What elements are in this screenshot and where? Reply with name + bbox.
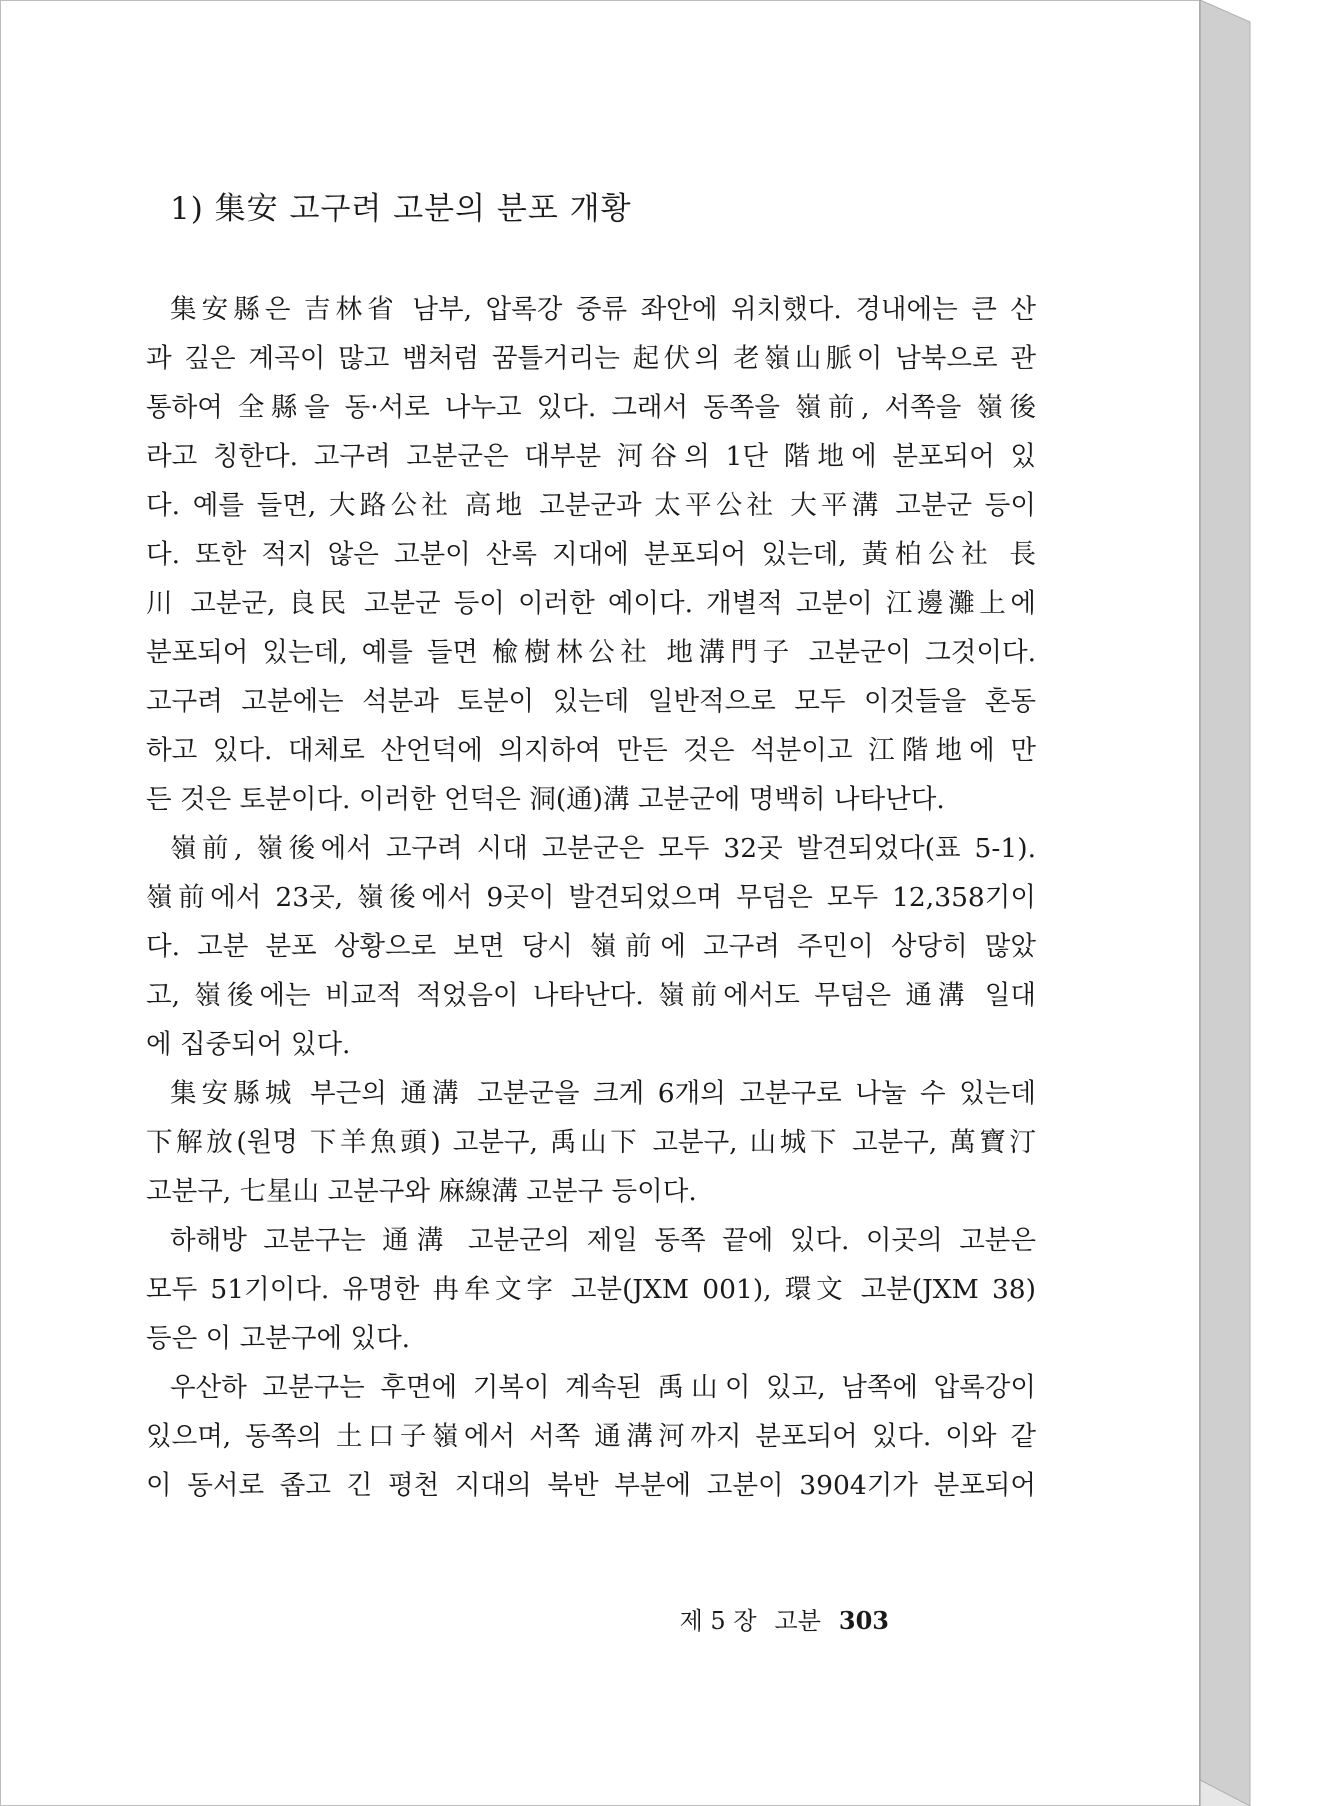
text-line: 있으며, 동쪽의 土口子嶺에서 서쪽 通溝河까지 분포되어 있다. 이와 같 xyxy=(146,1421,1036,1452)
text-line: 川 고분군, 良民 고분군 등이 이러한 예이다. 개별적 고분이 江邊灘上에 xyxy=(146,588,1036,619)
page-footer xyxy=(680,1604,889,1638)
text-line: 모두 51기이다. 유명한 冉牟文字 고분(JXM 001), 環文 고분(JXM 38) xyxy=(146,1274,1036,1305)
body-text xyxy=(146,187,1036,1510)
text-line: 분포되어 있는데, 예를 들면 楡樹林公社 地溝門子 고분군이 그것이다. xyxy=(146,637,1036,668)
book-edge-top xyxy=(1200,0,1250,1806)
section-title: 1) 集安 고구려 고분의 분포 개황 xyxy=(170,191,632,227)
paragraph-lines xyxy=(146,285,1036,1510)
text-line: 고분구, 七星山 고분구와 麻線溝 고분구 등이다. xyxy=(146,1176,697,1207)
text-line: 集安縣城 부근의 通溝 고분군을 크게 6개의 고분구로 나눌 수 있는데 xyxy=(170,1078,1036,1109)
text-line: 통하여 全縣을 동·서로 나누고 있다. 그래서 동쪽을 嶺前, 서쪽을 嶺後 xyxy=(146,392,1036,423)
text-line: 다. 예를 들면, 大路公社 高地 고분군과 太平公社 大平溝 고분군 등이 xyxy=(146,490,1036,521)
text-line: 嶺前에서 23곳, 嶺後에서 9곳이 발견되었으며 무덤은 모두 12,358기이 xyxy=(146,882,1036,913)
text-line: 다. 고분 분포 상황으로 보면 당시 嶺前에 고구려 주민이 상당히 많았 xyxy=(146,931,1036,962)
text-line: 우산하 고분구는 후면에 기복이 계속된 禹山이 있고, 남쪽에 압록강이 xyxy=(170,1372,1036,1403)
text-line: 고, 嶺後에는 비교적 적었음이 나타난다. 嶺前에서도 무덤은 通溝 일대 xyxy=(146,980,1036,1011)
chapter-label: 제 5 장 xyxy=(679,1607,757,1635)
text-line: 에 집중되어 있다. xyxy=(146,1029,351,1060)
text-line: 과 깊은 계곡이 많고 뱀처럼 꿈틀거리는 起伏의 老嶺山脈이 남북으로 관 xyxy=(146,343,1036,374)
text-line: 下解放(원명 下羊魚頭) 고분구, 禹山下 고분구, 山城下 고분구, 萬寶汀 xyxy=(146,1127,1036,1158)
text-line: 이 동서로 좁고 긴 평천 지대의 북반 부분에 고분이 3904기가 분포되어 xyxy=(146,1470,1036,1501)
text-line: 하해방 고분구는 通溝 고분군의 제일 동쪽 끝에 있다. 이곳의 고분은 xyxy=(170,1225,1036,1256)
text-line: 集安縣은 吉林省 남부, 압록강 중류 좌안에 위치했다. 경내에는 큰 산 xyxy=(170,294,1036,325)
chapter-title: 고분 xyxy=(774,1607,821,1635)
text-line: 고구려 고분에는 석분과 토분이 있는데 일반적으로 모두 이것들을 혼동 xyxy=(146,686,1036,717)
text-line: 嶺前, 嶺後에서 고구려 시대 고분군은 모두 32곳 발견되었다(표 5-1). xyxy=(170,833,1036,864)
text-line: 하고 있다. 대체로 산언덕에 의지하여 만든 것은 석분이고 江階地에 만 xyxy=(146,735,1036,766)
text-line: 라고 칭한다. 고구려 고분군은 대부분 河谷의 1단 階地에 분포되어 있 xyxy=(146,441,1036,472)
page-number: 303 xyxy=(838,1606,889,1635)
text-line: 든 것은 토분이다. 이러한 언덕은 洞(通)溝 고분군에 명백히 나타난다. xyxy=(146,784,945,815)
text-line: 다. 또한 적지 않은 고분이 산록 지대에 분포되어 있는데, 黃柏公社 長 xyxy=(146,539,1036,570)
text-line: 등은 이 고분구에 있다. xyxy=(146,1323,411,1354)
book-edge-side xyxy=(1200,0,1250,1806)
